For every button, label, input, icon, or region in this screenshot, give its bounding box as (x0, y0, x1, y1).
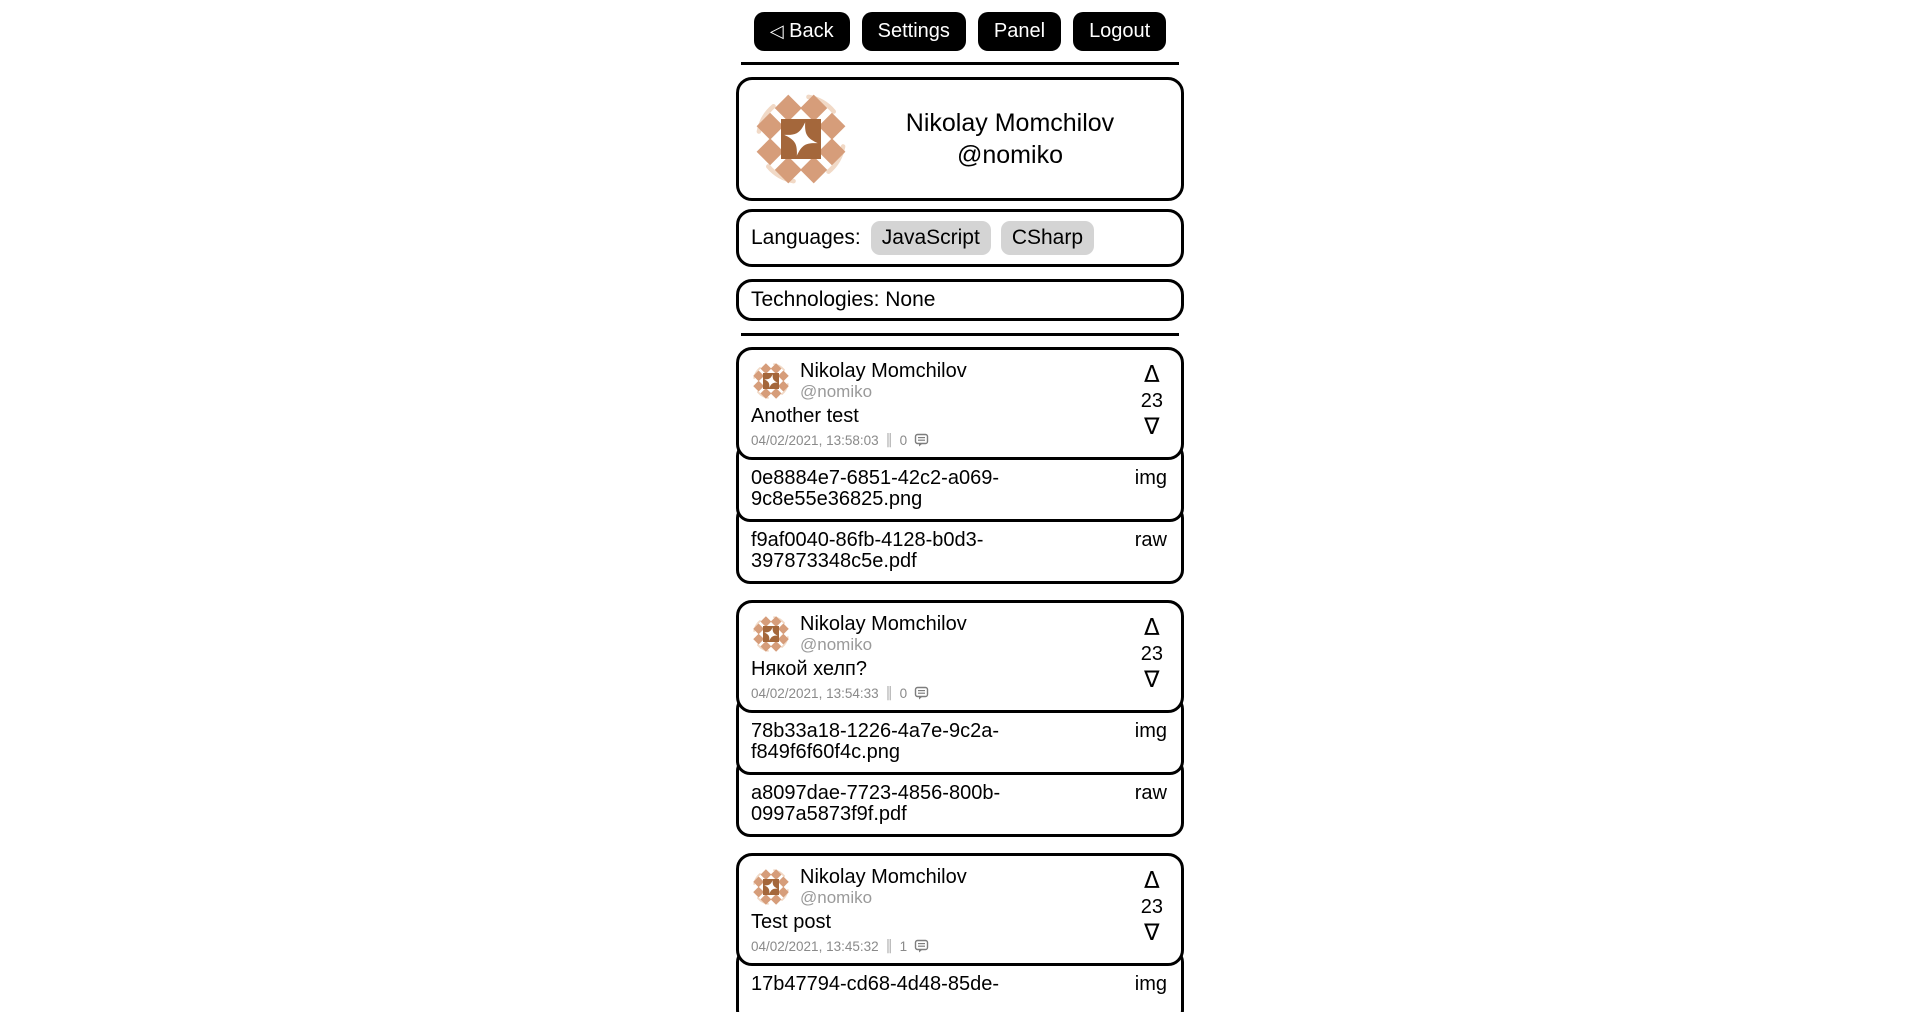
post-main (751, 867, 1141, 954)
post-card[interactable] (736, 853, 1184, 966)
back-label: Back (789, 20, 834, 42)
attachment-type-badge: img (1134, 467, 1167, 489)
divider (741, 62, 1179, 65)
post-author-avatar (751, 361, 791, 401)
profile-card (736, 77, 1184, 201)
attachment-filename: f9af0040-86fb-4128-b0d3-397873348c5e.pdf (751, 529, 984, 572)
attachment-type-badge: img (1134, 720, 1167, 742)
attachment-type-badge: raw (1134, 782, 1167, 804)
post-meta (751, 938, 1141, 954)
downvote-button[interactable]: ∇ (1144, 920, 1160, 946)
vote-score: 23 (1140, 643, 1163, 665)
post-title: Някой хелп? (751, 658, 867, 680)
attachment-filename: 78b33a18-1226-4a7e-9c2a-f849f6f60f4c.png (751, 720, 999, 763)
post-author-name: Nikolay Momchilov (800, 866, 967, 888)
technologies-text: Technologies: None (751, 288, 936, 311)
post-group (736, 600, 1184, 837)
settings-button[interactable]: Settings (862, 12, 966, 51)
separator-icon: ‖ (885, 685, 893, 701)
comments-icon (914, 433, 929, 447)
post-main (751, 361, 1141, 448)
post-timestamp: 04/02/2021, 13:45:32 (751, 938, 879, 954)
post-title: Test post (751, 911, 832, 933)
back-icon: ◁ (769, 21, 784, 42)
post-meta (751, 685, 1141, 701)
attachment-type-badge: raw (1134, 529, 1167, 551)
post-author-handle: @nomiko (800, 888, 873, 907)
post-author-handle: @nomiko (800, 382, 873, 401)
profile-names (851, 107, 1169, 172)
post-group (736, 347, 1184, 584)
post-title: Another test (751, 405, 859, 427)
separator-icon: ‖ (885, 938, 893, 954)
vote-score: 23 (1140, 390, 1163, 412)
post-header (751, 614, 1141, 654)
logout-button[interactable]: Logout (1073, 12, 1166, 51)
attachment-filename: a8097dae-7723-4856-800b-0997a5873f9f.pdf (751, 782, 1001, 825)
post-author-avatar (751, 614, 791, 654)
post-group (736, 853, 1184, 1012)
profile-avatar (751, 89, 851, 189)
attachment-type-badge: img (1134, 973, 1167, 995)
comment-count: 0 (899, 432, 908, 448)
vote-column (1141, 867, 1163, 954)
attachment-filename: 0e8884e7-6851-42c2-a069-9c8e55e36825.png (751, 467, 999, 510)
upvote-button[interactable]: Δ (1144, 868, 1160, 894)
vote-score: 23 (1140, 896, 1163, 918)
post-card[interactable] (736, 600, 1184, 713)
profile-name: Nikolay Momchilov (905, 108, 1115, 137)
post-header (751, 867, 1141, 907)
technologies-card (736, 279, 1184, 321)
post-meta (751, 432, 1141, 448)
top-navigation (736, 12, 1184, 51)
languages-card (736, 209, 1184, 267)
downvote-button[interactable]: ∇ (1144, 414, 1160, 440)
post-author-block (800, 867, 967, 907)
profile-page (736, 0, 1184, 1012)
post-card[interactable] (736, 347, 1184, 460)
post-header (751, 361, 1141, 401)
post-timestamp: 04/02/2021, 13:58:03 (751, 432, 879, 448)
post-author-avatar (751, 867, 791, 907)
divider (741, 333, 1179, 336)
downvote-button[interactable]: ∇ (1144, 667, 1160, 693)
language-tag-javascript: JavaScript (871, 221, 991, 255)
vote-column (1141, 614, 1163, 701)
language-tag-csharp: CSharp (1001, 221, 1094, 255)
back-button[interactable] (754, 12, 850, 51)
post-author-name: Nikolay Momchilov (800, 360, 967, 382)
vote-column (1141, 361, 1163, 448)
languages-label: Languages: (751, 226, 861, 249)
post-author-handle: @nomiko (800, 635, 873, 654)
attachment-filename: 17b47794-cd68-4d48-85de- (751, 973, 999, 995)
upvote-button[interactable]: Δ (1144, 615, 1160, 641)
post-timestamp: 04/02/2021, 13:54:33 (751, 685, 879, 701)
panel-button[interactable]: Panel (978, 12, 1061, 51)
comment-count: 0 (899, 685, 908, 701)
comment-count: 1 (899, 938, 908, 954)
separator-icon: ‖ (885, 432, 893, 448)
comments-icon (914, 939, 929, 953)
profile-handle: @nomiko (957, 141, 1063, 169)
comments-icon (914, 686, 929, 700)
post-author-block (800, 361, 967, 401)
post-author-name: Nikolay Momchilov (800, 613, 967, 635)
post-main (751, 614, 1141, 701)
post-author-block (800, 614, 967, 654)
upvote-button[interactable]: Δ (1144, 362, 1160, 388)
